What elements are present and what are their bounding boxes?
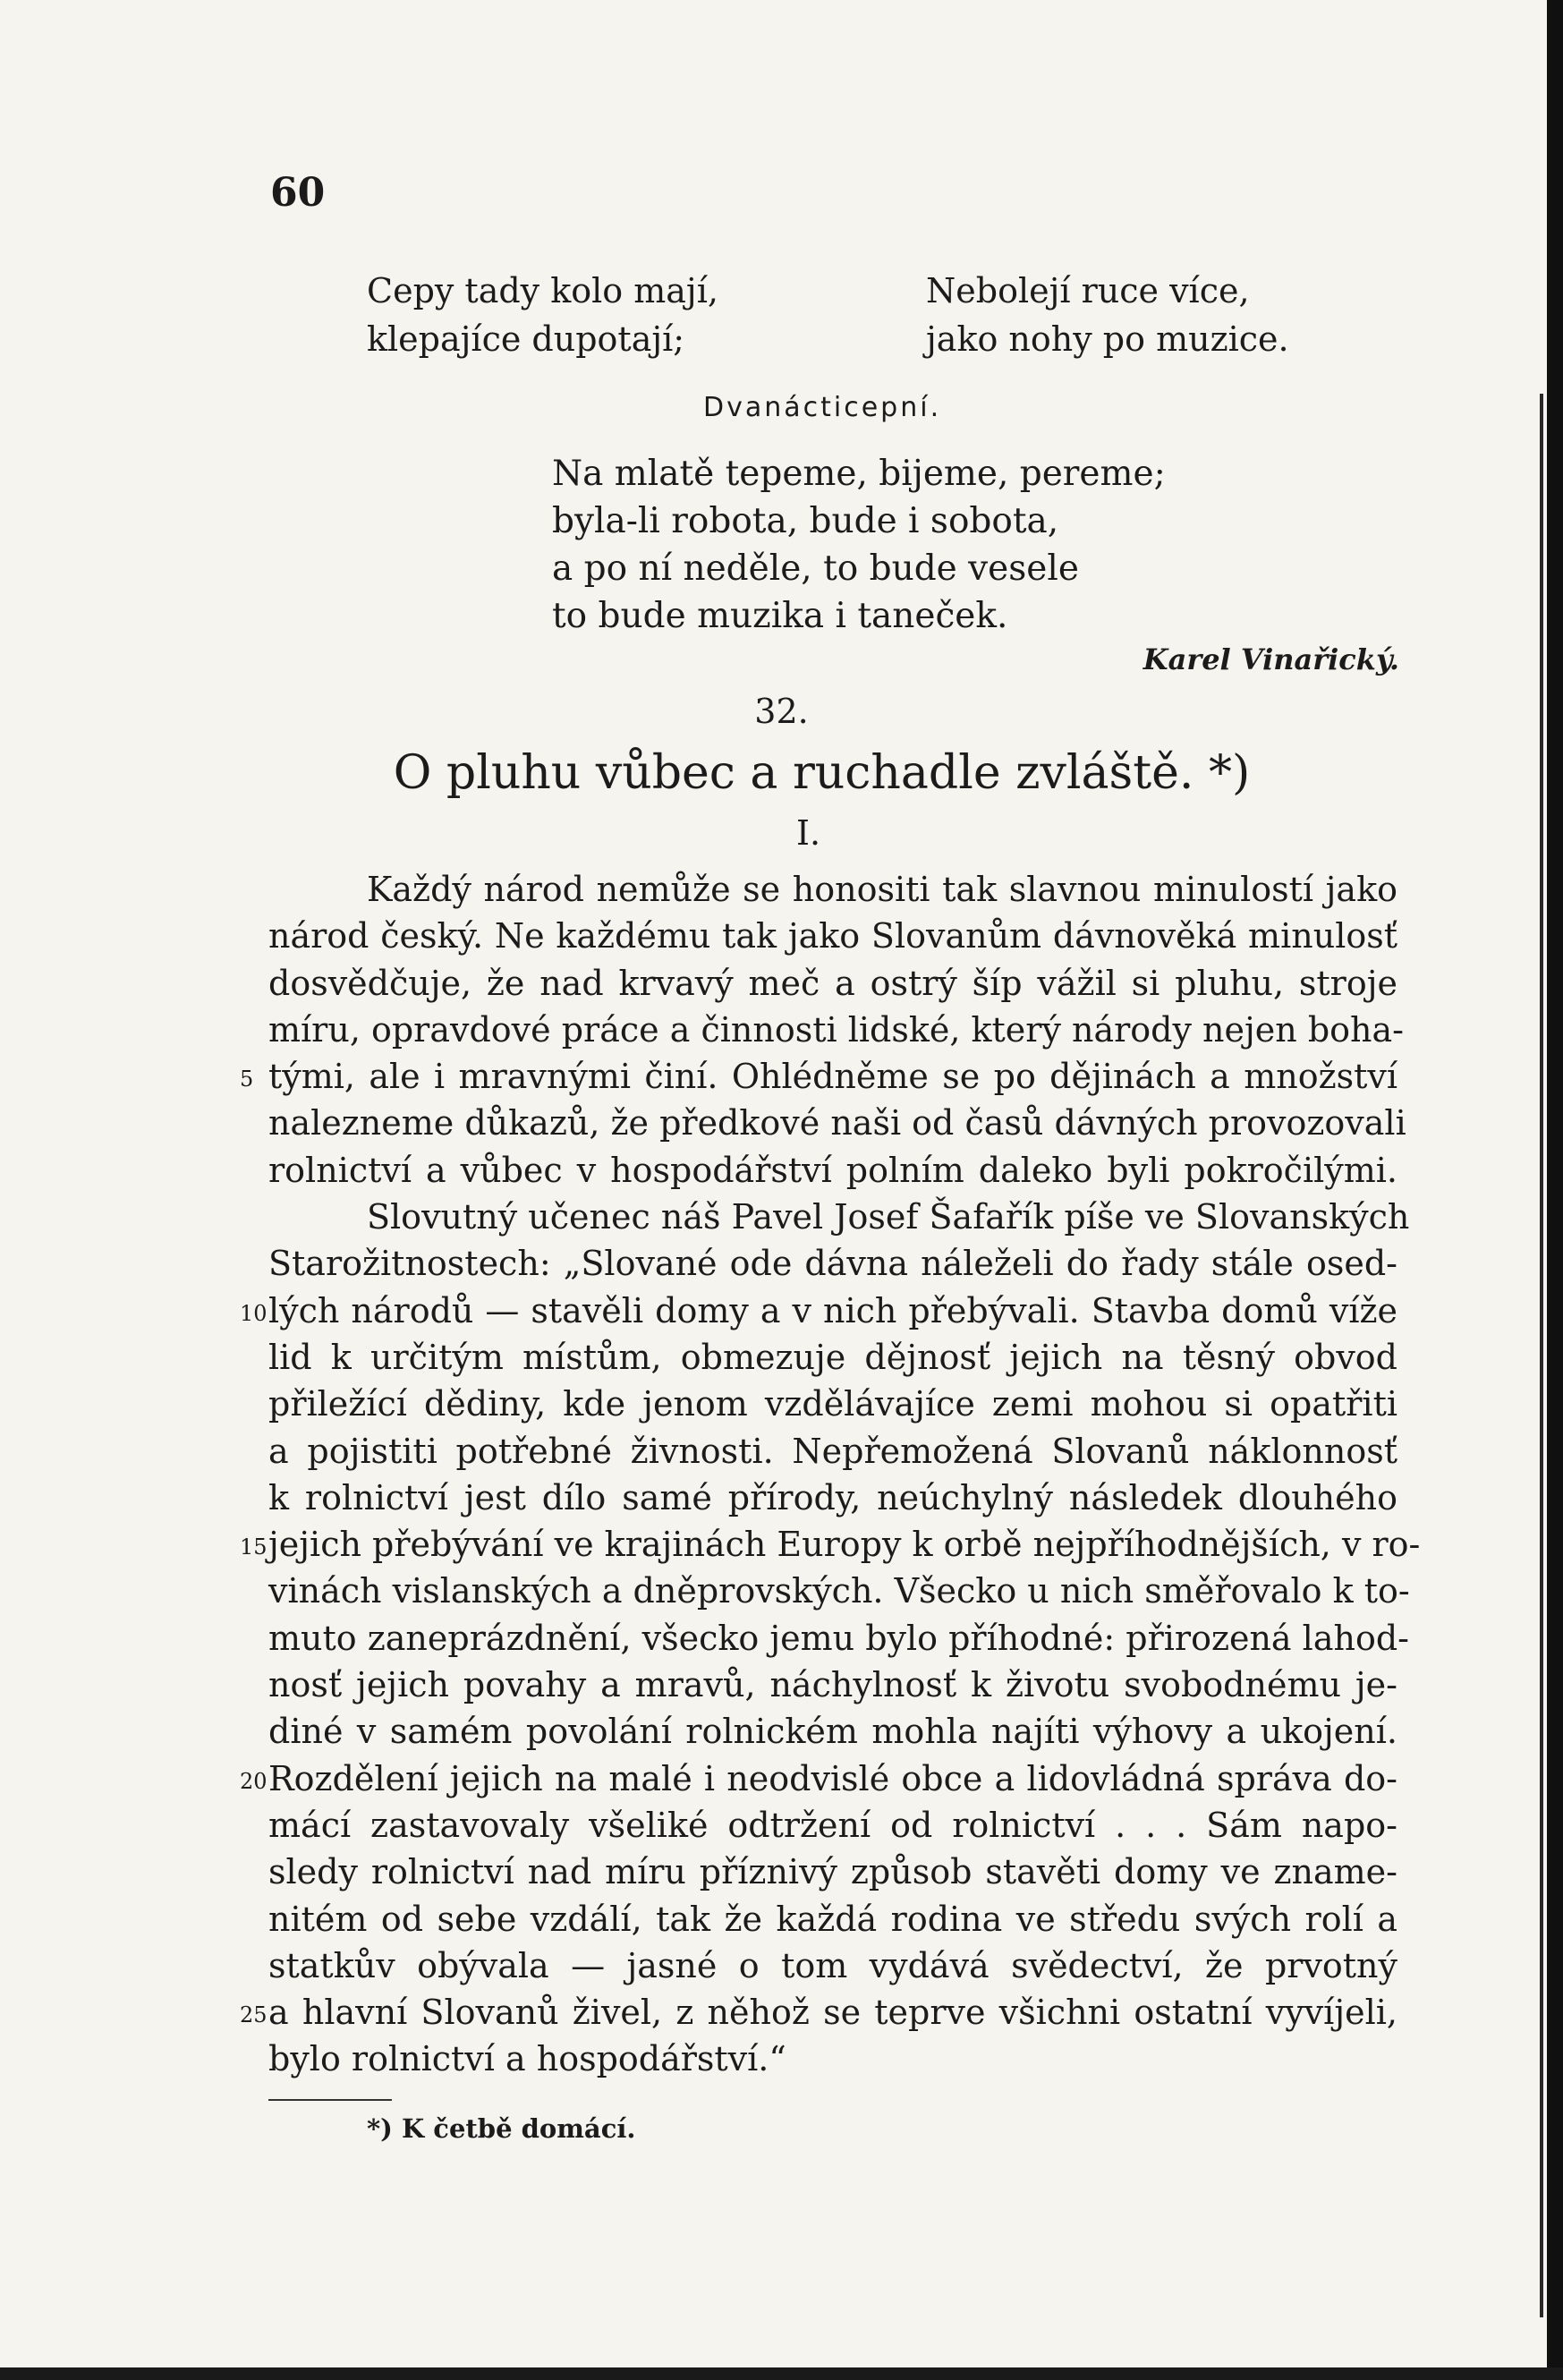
verse-line: Cepy tady kolo mají, [367,271,718,310]
footnote-rule [268,2099,392,2101]
body-line [268,1240,1397,1287]
body-line-text: dosvědčuje, že nad krvavý meč a ostrý šíp vážil si pluhu, stroje [268,963,1397,1003]
line-number: 25 [240,2002,268,2028]
body-line-text: nalezneme důkazů, že předkové naši od časů dávných provozovali [268,1103,1406,1143]
author-signature: Karel Vinařický. [1143,642,1399,676]
verse-line: Nebolejí ruce více, [926,271,1250,310]
scan-edge-bottom [0,2367,1563,2380]
stanza-line: Na mlatě tepeme, bijeme, pereme; [552,454,1166,494]
body-line [268,866,1397,913]
body-line-text: míru, opravdové práce a činnosti lidské, který národy nejen boha- [268,1009,1405,1050]
body-line-text: a pojistiti potřebné živnosti. Nepřemožená Slovanů náklonnosť [268,1431,1397,1471]
body-line [268,1428,1397,1475]
body-line-text: Slovutný učenec náš Pavel Josef Šafařík píše ve Slovanských [367,1197,1410,1237]
body-line-text: muto zaneprázdnění, všecko jemu bylo příhodné: přirozená lahod- [268,1618,1409,1658]
body-line-text: přiležící dědiny, kde jenom vzdělávajíce zemi mohou si opatřiti [268,1384,1397,1424]
body-line [268,1802,1397,1849]
body-line-text: lých národů — stavěli domy a v nich přebývali. Stavba domů víže [268,1290,1397,1330]
piece-number: 32. [754,692,809,731]
scan-edge-right [1547,0,1563,2380]
body-line-text: jejich přebývání ve krajinách Europy k orbě nejpříhodnějších, v ro- [268,1525,1421,1565]
line-number: 15 [240,1534,268,1560]
page-number: 60 [270,170,326,216]
body-line [268,1007,1405,1053]
body-line-text: Každý národ nemůže se honositi tak slavnou minulostí jako [367,870,1397,909]
body-line-text: nitém od sebe vzdálí, tak že každá rodina ve středu svých rolí a [268,1899,1397,1939]
body-line [268,1194,1410,1240]
body-line-text: Rozdělení jejich na malé i neodvislé obce a lidovládná správa do- [268,1758,1397,1798]
body-line-text: bylo rolnictví a hospodářství.“ [268,2039,786,2079]
body-line-text: diné v samém povolání rolnickém mohla najíti výhovy a ukojení. [268,1712,1397,1752]
body-line [268,1334,1397,1381]
body-line-text: národ český. Ne každému tak jako Slovanům dávnověká minulosť [268,916,1397,956]
part-number: I. [795,813,821,853]
line-number: 20 [240,1768,268,1794]
body-line [240,1288,1397,1334]
verse-line: klepajíce dupotají; [367,319,685,359]
stanza-line: a po ní neděle, to bude vesele [552,548,1079,589]
body-line-text: k rolnictví jest dílo samé přírody, neúchylný následek dlouhého [268,1477,1397,1517]
body-line [268,1662,1397,1708]
body-line-text: mácí zastavovaly všeliké odtržení od rolnictví . . . Sám napo- [268,1805,1397,1845]
body-line [268,1381,1397,1427]
body-line-text: lid k určitým místům, obmezuje dějnosť jejich na těsný obvod [268,1337,1397,1377]
body-line [240,1989,1397,2036]
body-line-text: nosť jejich povahy a mravů, náchylnosť k životu svobodnému je- [268,1665,1397,1705]
line-number: 10 [240,1300,268,1326]
stanza-line: to bude muzika i taneček. [552,596,1008,636]
body-line [268,1708,1397,1755]
body-line [268,960,1397,1007]
body-line-text: tými, ale i mravnými činí. Ohlédněme se po dějinách a množství [268,1057,1397,1097]
body-line [240,1521,1421,1568]
body-line [268,1147,1397,1194]
verse-line: jako nohy po muzice. [926,319,1289,359]
scan-edge-line [1540,394,1543,2317]
body-line-text: statkův obývala — jasné o tom vydává svědectví, že prvotný [268,1945,1397,1985]
stanza-line: byla-li robota, bude i sobota, [552,501,1059,541]
body-line-text: vinách vislanských a dněprovských. Všecko u nich směřovalo k to- [268,1571,1410,1611]
stanza [552,450,1166,640]
body-line [268,1849,1397,1895]
body-line [268,1615,1409,1662]
body-line [268,1475,1397,1521]
piece-title: O pluhu vůbec a ruchadle zvláště. *) [393,746,1251,800]
body-line-text: a hlavní Slovanů živel, z něhož se teprve všichni ostatní vyvíjeli, [268,1993,1397,2033]
body-line [268,1100,1406,1146]
verse-right-column [926,267,1289,363]
line-number: 5 [240,1067,254,1092]
body-line-text: rolnictví a vůbec v hospodářství polním daleko byli pokročilými. [268,1150,1397,1190]
body-line-text: Starožitnostech: „Slované ode dávna náleželi do řady stále osed- [268,1244,1397,1284]
body-line [268,2036,1397,2082]
body-line [240,1755,1397,1802]
body-line-text: sledy rolnictví nad míru příznivý způsob stavěti domy ve zname- [268,1852,1397,1892]
section-heading: Dvanácticepní. [703,392,942,423]
body-text [240,866,1421,2083]
verse-left-column [367,267,718,363]
body-line [268,913,1397,959]
body-line [268,1568,1410,1614]
footnote: *) K četbě domácí. [367,2113,636,2144]
body-line [268,1942,1397,1989]
body-line [240,1053,1397,1100]
body-line [268,1896,1397,1942]
